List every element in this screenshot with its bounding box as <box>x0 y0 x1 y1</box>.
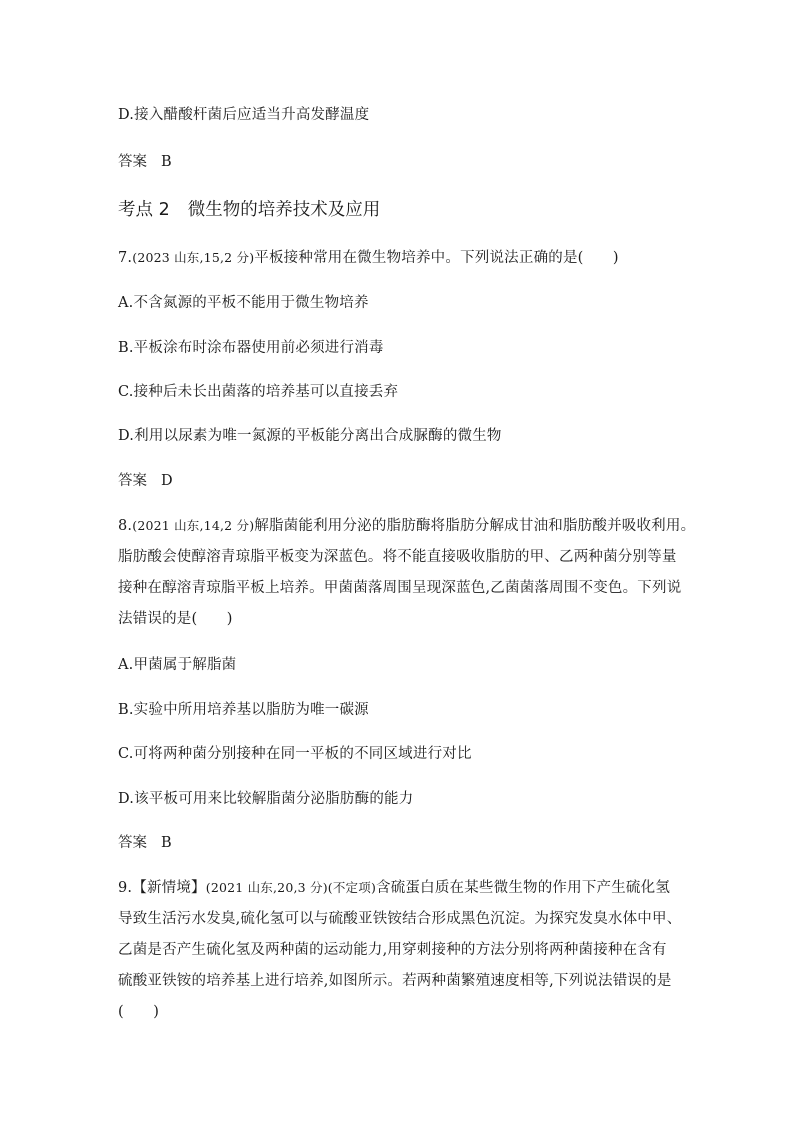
section-heading <box>118 196 380 221</box>
section-number: 考点 2 <box>118 200 170 220</box>
answer-label: 答案 <box>118 473 147 489</box>
q9-stem-line-4: 硫酸亚铁铵的培养基上进行培养,如图所示。若两种菌繁殖速度相等,下列说法错误的是 <box>118 973 672 989</box>
q7-option-c: C.接种后未长出菌落的培养基可以直接丢弃 <box>118 384 399 400</box>
q6-answer <box>118 150 172 171</box>
q6-option-d: D.接入醋酸杆菌后应适当升高发酵温度 <box>118 107 370 123</box>
q8-stem-text-1: 解脂菌能利用分泌的脂肪酶将脂肪分解成甘油和脂肪酸并吸收利用。 <box>254 518 696 534</box>
q8-option-b: B.实验中所用培养基以脂肪为唯一碳源 <box>118 702 369 718</box>
q9-stem-line-1 <box>118 876 670 897</box>
answer-value: B <box>161 154 172 170</box>
q7-option-b: B.平板涂布时涂布器使用前必须进行消毒 <box>118 340 384 356</box>
q9-stem-line-2: 导致生活污水发臭,硫化氢可以与硫酸亚铁铵结合形成黑色沉淀。为探究发臭水体中甲、 <box>118 911 682 927</box>
q9-stem-text-1: 含硫蛋白质在某些微生物的作用下产生硫化氢 <box>376 880 671 896</box>
q9-tag: 【新情境】 <box>132 880 206 896</box>
q7-source: (2023 山东,15,2 分) <box>132 250 255 265</box>
q8-option-c: C.可将两种菌分别接种在同一平板的不同区域进行对比 <box>118 746 472 762</box>
answer-value: D <box>161 473 173 489</box>
q7-answer <box>118 469 173 490</box>
section-title: 微生物的培养技术及应用 <box>187 200 381 220</box>
q7-number: 7. <box>118 250 133 266</box>
q9-source: (2021 山东,20,3 分)(不定项) <box>205 880 377 895</box>
q7-stem <box>118 246 619 267</box>
q8-option-a: A.甲菌属于解脂菌 <box>118 657 237 673</box>
q7-option-d: D.利用以尿素为唯一氮源的平板能分离出合成脲酶的微生物 <box>118 428 502 444</box>
q8-stem-line-4: 法错误的是( ) <box>118 611 233 627</box>
q8-option-d: D.该平板可用来比较解脂菌分泌脂肪酶的能力 <box>118 791 414 807</box>
answer-value: B <box>161 835 172 851</box>
q8-stem-line-3: 接种在醇溶青琼脂平板上培养。甲菌菌落周围呈现深蓝色,乙菌菌落周围不变色。下列说 <box>118 580 682 596</box>
q8-answer <box>118 831 172 852</box>
q8-number: 8. <box>118 518 133 534</box>
q8-stem-line-2: 脂肪酸会使醇溶青琼脂平板变为深蓝色。将不能直接吸收脂肪的甲、乙两种菌分别等量 <box>118 549 677 565</box>
q8-source: (2021 山东,14,2 分) <box>132 518 255 533</box>
q8-stem-line-1 <box>118 514 695 535</box>
q9-number: 9. <box>118 880 133 896</box>
q7-option-a: A.不含氮源的平板不能用于微生物培养 <box>118 295 369 311</box>
answer-label: 答案 <box>118 835 147 851</box>
q7-stem-text: 平板接种常用在微生物培养中。下列说法正确的是( ) <box>254 250 619 266</box>
q9-stem-line-5: ( ) <box>118 1004 160 1020</box>
answer-label: 答案 <box>118 154 147 170</box>
q9-stem-line-3: 乙菌是否产生硫化氢及两种菌的运动能力,用穿刺接种的方法分别将两种菌接种在含有 <box>118 942 667 958</box>
